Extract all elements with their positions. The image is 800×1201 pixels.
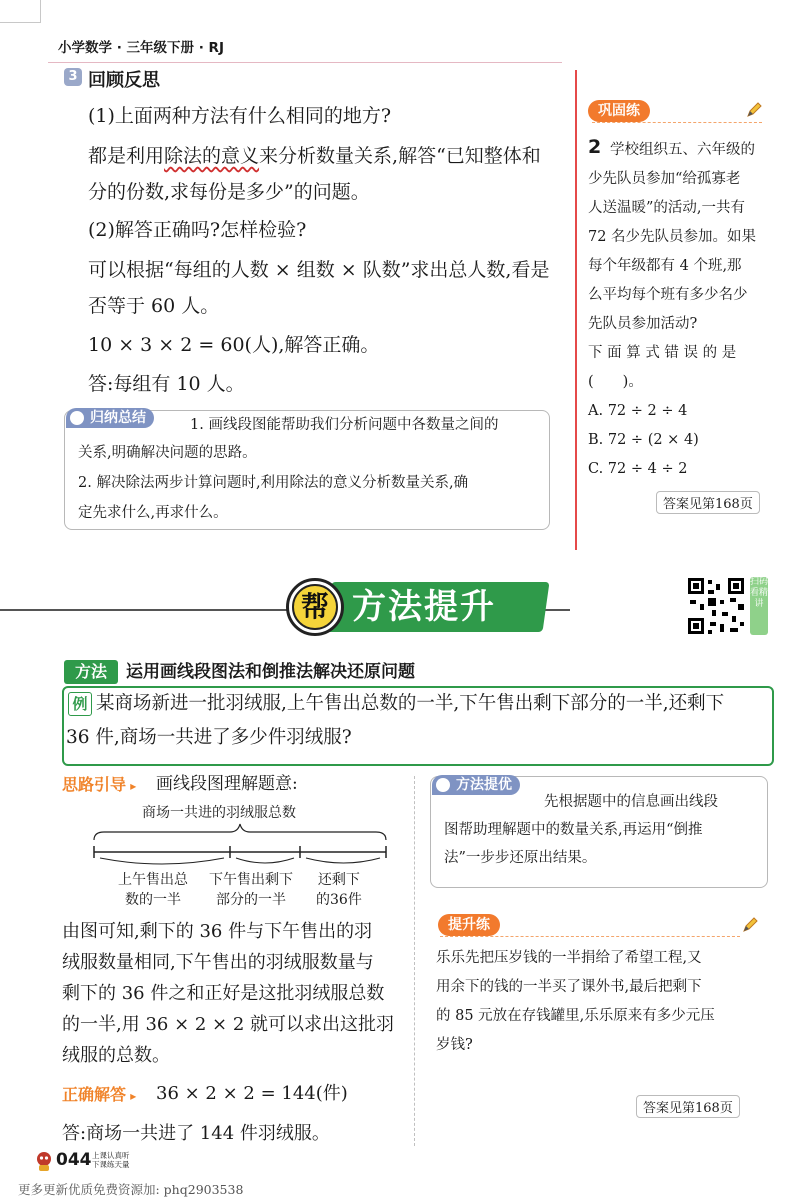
boost-text	[436, 944, 768, 1060]
answer-1-emphasis: 除法的意义	[164, 145, 260, 167]
boost-answer-ref: 答案见第168页	[636, 1095, 740, 1118]
right-column-rule	[575, 70, 577, 550]
example-tag: 例	[68, 692, 92, 716]
practice-line: 学校组织五、六年级的	[610, 142, 755, 158]
practice-number: 2	[588, 136, 602, 158]
mascot-icon	[34, 1150, 54, 1172]
header-rule	[48, 62, 562, 63]
diagram-seg1-label	[118, 870, 188, 910]
footer-slogan-line1: 上课认真听	[92, 1151, 130, 1160]
thinking-label: 思路引导 ▸	[62, 775, 137, 794]
qr-code[interactable]	[686, 576, 746, 636]
method-opt-line3: 法”一步步还原出结果。	[444, 850, 597, 866]
boost-dashed-rule	[440, 936, 740, 937]
thinking-para-line: 由图可知,剩下的 36 件与下午售出的羽	[62, 921, 373, 942]
boost-line: 用余下的钱的一半买了课外书,最后把剩下	[436, 979, 702, 995]
practice-option: C. 72 ÷ 4 ÷ 2	[588, 461, 688, 477]
boost-line: 乐乐先把压岁钱的一半捐给了希望工程,又	[436, 950, 702, 966]
boost-line: 岁钱?	[436, 1037, 473, 1053]
correct-label-text: 正确解答	[62, 1085, 127, 1104]
banner-title: 方法提升	[352, 587, 496, 627]
answer-1-pre: 都是利用	[88, 145, 165, 167]
diagram-seg3-label	[316, 870, 362, 910]
watermark: 更多更新优质免费资源加: phq2903538	[18, 1182, 244, 1197]
correct-answer: 答:商场一共进了 144 件羽绒服。	[62, 1123, 330, 1144]
diagram-total-label: 商场一共进的羽绒服总数	[142, 805, 296, 821]
practice-line: 人送温暖”的活动,一共有	[588, 200, 746, 216]
practice-answer-ref: 答案见第168页	[656, 491, 760, 514]
practice-line: 72 名少先队员参加。如果	[588, 229, 757, 245]
answer-2-line1: 可以根据“每组的人数 × 组数 × 队数”求出总人数,看是	[88, 259, 550, 281]
answer-1-post: 来分析数量关系,解答“已知整体和	[259, 145, 541, 167]
summary-label-icon	[70, 411, 84, 425]
summary-line3: 2. 解决除法两步计算问题时,利用除法的意义分析数量关系,确	[78, 475, 469, 491]
page-corner-mark	[0, 0, 41, 23]
practice-option: B. 72 ÷ (2 × 4)	[588, 432, 699, 448]
diagram-seg2-label	[209, 870, 293, 910]
practice-line: 下 面 算 式 错 误 的 是	[588, 345, 737, 361]
section-number-badge: 3	[64, 68, 82, 86]
boost-label: 提升练	[438, 914, 500, 936]
practice-option: A. 72 ÷ 2 ÷ 4	[588, 403, 688, 419]
method-opt-icon	[436, 778, 450, 792]
column-divider	[414, 776, 415, 1146]
diagram-seg1-line1: 上午售出总	[118, 872, 188, 888]
section-answer: 答:每组有 10 人。	[88, 373, 245, 395]
practice-line: ( )。	[588, 374, 643, 390]
banner-badge-char: 帮	[300, 590, 329, 623]
method-opt-line1: 先根据题中的信息画出线段	[544, 794, 718, 810]
footer-slogan-line2: 下课练天量	[92, 1160, 130, 1169]
correct-calc: 36 × 2 × 2 = 144(件)	[156, 1083, 348, 1104]
method-opt-line2: 图帮助理解题中的数量关系,再运用“倒推	[444, 822, 703, 838]
segment-diagram	[90, 822, 390, 866]
answer-2-line2: 否等于 60 人。	[88, 295, 220, 317]
diagram-seg2-line1: 下午售出剩下	[209, 872, 293, 888]
method-opt-label-text: 方法提优	[456, 777, 512, 793]
footer-slogan	[92, 1151, 130, 1169]
method-tag: 方法	[64, 660, 118, 684]
answer-1-line2: 分的份数,求每份是多少”的问题。	[88, 181, 370, 203]
practice-label: 巩固练	[588, 100, 650, 122]
thinking-para-line: 的一半,用 36 × 2 × 2 就可以求出这批羽	[62, 1014, 395, 1035]
question-2: (2)解答正确吗?怎样检验?	[88, 219, 307, 241]
practice-dashed-rule	[592, 122, 762, 123]
section-title: 回顾反思	[88, 70, 160, 91]
diagram-seg3-line1: 还剩下	[317, 872, 360, 888]
answer-1-line1	[88, 144, 541, 168]
practice-line: 每个年级都有 4 个班,那	[588, 258, 742, 274]
example-line1: 某商场新进一批羽绒服,上午售出总数的一半,下午售出剩下部分的一半,还剩下	[96, 693, 725, 714]
boost-line: 的 85 元放在存钱罐里,乐乐原来有多少元压	[436, 1008, 715, 1024]
practice-line: 先队员参加活动?	[588, 316, 698, 332]
question-1: (1)上面两种方法有什么相同的地方?	[88, 105, 392, 127]
page-number: 044	[56, 1150, 92, 1170]
thinking-para-line: 剩下的 36 件之和正好是这批羽绒服总数	[62, 983, 385, 1004]
qr-side-label: 扫码看精讲	[750, 577, 768, 635]
summary-line2: 关系,明确解决问题的思路。	[78, 445, 257, 461]
summary-label-text: 归纳总结	[90, 410, 146, 426]
diagram-seg1-line2: 数的一半	[125, 892, 181, 908]
diagram-seg3-line2: 的36件	[316, 892, 362, 908]
example-line2: 36 件,商场一共进了多少件羽绒服?	[66, 727, 352, 748]
summary-line1: 1. 画线段图能帮助我们分析问题中各数量之间的	[190, 417, 499, 433]
practice-line: 么平均每个班有多少名少	[588, 287, 748, 303]
thinking-paragraph	[62, 916, 412, 1071]
thinking-text: 画线段图理解题意:	[156, 774, 298, 794]
practice-text	[588, 136, 778, 484]
thinking-para-line: 绒服的总数。	[62, 1045, 170, 1066]
thinking-label-text: 思路引导	[62, 775, 127, 794]
pencil-icon	[744, 100, 764, 120]
summary-line4: 定先求什么,再求什么。	[78, 505, 228, 521]
pencil-icon	[740, 915, 760, 935]
method-title: 运用画线段图法和倒推法解决还原问题	[126, 662, 415, 682]
practice-line: 少先队员参加“给孤寡老	[588, 171, 741, 187]
book-title: 小学数学 · 三年级下册 · RJ	[58, 40, 224, 56]
answer-2-calc: 10 × 3 × 2 = 60(人),解答正确。	[88, 334, 380, 356]
correct-label: 正确解答 ▸	[62, 1085, 137, 1104]
thinking-para-line: 绒服数量相同,下午售出的羽绒服数量与	[62, 952, 374, 973]
diagram-seg2-line2: 部分的一半	[216, 892, 286, 908]
